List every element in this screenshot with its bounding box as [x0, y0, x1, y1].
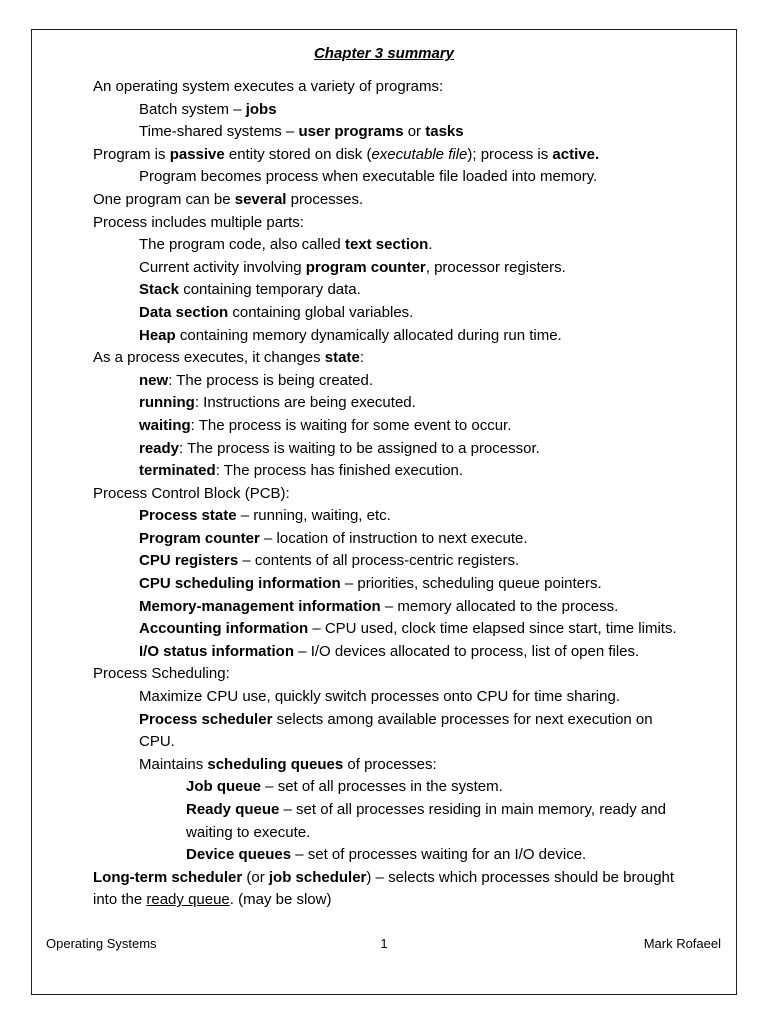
- text-segment: several: [234, 190, 287, 208]
- text-segment: Memory-management information: [139, 597, 381, 615]
- text-segment: Job queue: [186, 778, 262, 796]
- list-item-continuation: [0, 822, 768, 845]
- list-item-continuation: [0, 889, 768, 912]
- text-segment: Program is: [93, 145, 170, 163]
- text-segment: – set of all processes in the system.: [261, 778, 503, 796]
- list-item-level-1: [0, 189, 768, 212]
- text-segment: Device queues: [186, 846, 292, 864]
- list-item-level-2: [0, 641, 768, 664]
- text-segment: into the: [93, 891, 147, 909]
- text-segment: Process includes multiple parts:: [93, 213, 304, 231]
- footer-course: Operating Systems: [46, 936, 157, 951]
- text-segment: – set of all processes residing in main memory, ready and: [279, 801, 666, 818]
- text-segment: containing temporary data.: [179, 281, 361, 299]
- text-segment: Long-term scheduler: [93, 868, 243, 886]
- text-segment: Current activity involving: [139, 258, 306, 276]
- text-segment: .: [428, 236, 433, 254]
- text-segment: Program becomes process when executable file loaded into memory.: [139, 168, 598, 186]
- list-item-level-2: [0, 528, 768, 551]
- footer-author: Mark Rofaeel: [643, 936, 721, 951]
- text-segment: containing global variables.: [228, 303, 414, 321]
- text-segment: Ready queue: [186, 801, 280, 818]
- list-item-level-2: [0, 121, 768, 144]
- text-segment: (or: [242, 868, 269, 886]
- text-segment: CPU scheduling information: [139, 575, 341, 593]
- text-segment: As a process executes, it changes: [93, 349, 325, 367]
- text-segment: The program code, also called: [139, 236, 345, 254]
- list-item-level-2: [0, 279, 768, 302]
- text-segment: terminated: [139, 462, 216, 480]
- text-segment: ); process is: [467, 145, 553, 163]
- list-item-level-2: [0, 686, 768, 709]
- list-item-level-2: [0, 234, 768, 257]
- list-item-level-2: [0, 618, 768, 641]
- list-item-level-1: [0, 483, 768, 506]
- list-item-level-1: [0, 867, 768, 890]
- text-segment: ready: [139, 439, 180, 457]
- text-segment: selects among available processes for next execution on: [272, 710, 653, 728]
- list-item-level-1: [0, 663, 768, 686]
- text-segment: waiting to execute.: [186, 823, 311, 841]
- text-segment: Process scheduler: [139, 710, 273, 728]
- list-item-level-2: [0, 325, 768, 348]
- text-segment: – contents of all process-centric registers.: [238, 552, 520, 570]
- list-item-level-1: [0, 144, 768, 167]
- text-segment: waiting: [139, 416, 191, 434]
- list-item-level-1: [0, 347, 768, 370]
- list-item-level-3: [0, 799, 768, 822]
- text-segment: Maintains: [139, 755, 208, 773]
- text-segment: : The process is waiting to be assigned to a processor.: [179, 439, 540, 457]
- text-segment: CPU.: [139, 733, 175, 751]
- list-item-continuation: [0, 731, 768, 754]
- text-segment: Heap: [139, 326, 176, 344]
- list-item-level-2: [0, 438, 768, 461]
- list-item-level-2: [0, 754, 768, 777]
- text-segment: , processor registers.: [425, 258, 566, 276]
- list-item-level-2: [0, 550, 768, 573]
- list-item-level-2: [0, 596, 768, 619]
- list-item-level-2: [0, 257, 768, 280]
- list-item-level-2: [0, 505, 768, 528]
- footer-page-number: 1: [380, 936, 388, 951]
- text-segment: text section: [344, 236, 429, 254]
- text-segment: – location of instruction to next execute.: [259, 529, 528, 547]
- list-item-level-2: [0, 302, 768, 325]
- text-segment: CPU registers: [139, 552, 239, 570]
- text-segment: : The process is waiting for some event to occur.: [190, 416, 512, 434]
- text-segment: Process Scheduling:: [93, 665, 230, 683]
- text-segment: Batch system –: [139, 100, 246, 118]
- list-item-level-2: [0, 99, 768, 122]
- text-segment: : The process is being created.: [168, 371, 374, 389]
- text-segment: Process Control Block (PCB):: [93, 484, 290, 502]
- text-segment: . (may be slow): [229, 891, 332, 909]
- summary-list: [0, 76, 768, 912]
- text-segment: – CPU used, clock time elapsed since start, time limits.: [308, 620, 677, 638]
- list-item-level-2: [0, 460, 768, 483]
- text-segment: state: [324, 349, 360, 367]
- text-segment: Process state: [139, 507, 237, 525]
- list-item-level-2: [0, 392, 768, 415]
- text-segment: program counter: [305, 258, 426, 276]
- text-segment: – I/O devices allocated to process, list of open files.: [294, 642, 640, 660]
- text-segment: of processes:: [343, 755, 437, 773]
- text-segment: – set of processes waiting for an I/O device.: [291, 846, 587, 864]
- page-title: Chapter 3 summary: [313, 45, 455, 62]
- text-segment: ready queue: [146, 891, 230, 909]
- list-item-level-1: [0, 212, 768, 235]
- text-segment: passive: [169, 145, 225, 163]
- text-segment: Maximize CPU use, quickly switch processes onto CPU for time sharing.: [139, 688, 620, 706]
- text-segment: new: [139, 371, 169, 389]
- list-item-level-1: [0, 76, 768, 99]
- text-segment: Time-shared systems –: [139, 123, 299, 141]
- text-segment: user programs: [298, 123, 404, 141]
- list-item-level-2: [0, 415, 768, 438]
- text-segment: ) – selects which processes should be brought: [366, 868, 675, 886]
- text-segment: Stack: [139, 281, 180, 299]
- list-item-level-2: [0, 573, 768, 596]
- text-segment: executable file: [371, 145, 468, 163]
- text-segment: – running, waiting, etc.: [236, 507, 391, 525]
- text-segment: entity stored on disk (: [224, 145, 372, 163]
- text-segment: An operating system executes a variety of programs:: [93, 78, 444, 95]
- text-segment: Data section: [139, 303, 229, 321]
- list-item-level-2: [0, 370, 768, 393]
- text-segment: running: [139, 394, 195, 412]
- text-segment: – memory allocated to the process.: [380, 597, 619, 615]
- text-segment: I/O status information: [139, 642, 295, 660]
- list-item-level-2: [0, 166, 768, 189]
- text-segment: containing memory dynamically allocated during run time.: [175, 326, 562, 344]
- list-item-level-2: [0, 709, 768, 732]
- text-segment: – priorities, scheduling queue pointers.: [340, 575, 602, 593]
- text-segment: processes.: [286, 190, 364, 208]
- list-item-level-3: [0, 844, 768, 867]
- text-segment: tasks: [425, 123, 464, 141]
- text-segment: : Instructions are being executed.: [194, 394, 416, 412]
- text-segment: : The process has finished execution.: [215, 462, 464, 480]
- text-segment: Program counter: [139, 529, 260, 547]
- list-item-level-3: [0, 776, 768, 799]
- text-segment: job scheduler: [268, 868, 367, 886]
- text-segment: scheduling queues: [207, 755, 344, 773]
- text-segment: :: [359, 349, 364, 367]
- text-segment: One program can be: [93, 190, 235, 208]
- text-segment: active.: [552, 145, 600, 163]
- text-segment: jobs: [245, 100, 277, 118]
- text-segment: Accounting information: [139, 620, 309, 638]
- text-segment: or: [403, 123, 426, 141]
